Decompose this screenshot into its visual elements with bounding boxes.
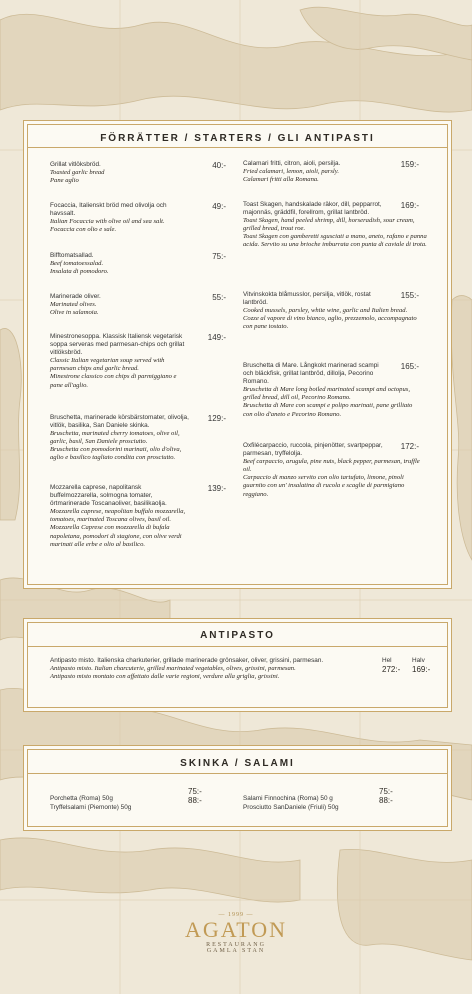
item-english: Marinated olives.: [50, 301, 97, 309]
item-price: 129:-: [207, 414, 226, 423]
halv-price: 169:-: [412, 665, 431, 675]
antipasto-title-rule: [28, 646, 447, 647]
item-english: Toast Skagen, hand peeled shrimp, dill, horseradish, sour cream, grilled bread, trout roe.: [243, 217, 415, 233]
antipasto-panel: [27, 622, 448, 708]
menu-item: [50, 161, 226, 185]
item-price: 169:-: [400, 201, 419, 210]
menu-item: [243, 291, 419, 331]
item-swedish: Vitvinskokta blåmusslor, persilja, vitlök, rostat lantbröd.: [243, 291, 371, 307]
starters-left-column: [50, 125, 226, 584]
item-english: Cooked mussels, parsley, white wine, garlic and Italien bread.: [243, 307, 408, 315]
item-price: 165:-: [400, 362, 419, 371]
item-italian: Pane aglio: [50, 177, 79, 185]
item-price: 40:-: [212, 161, 226, 170]
list-item: [243, 796, 433, 811]
hel-price: 272:-: [382, 665, 401, 675]
item-english: Toasted garlic bread: [50, 169, 105, 177]
item-italian: Carpaccio di manzo servito con olio tartufato, limone, pinoli guarnito con un' insalatina di rucola e scaglie di parmigiano reggiano.: [243, 474, 405, 498]
item-price: 155:-: [400, 291, 419, 300]
menu-item: [243, 160, 419, 184]
item-english: Italian Focaccia with olive oil and sea salt.: [50, 218, 165, 226]
logo-subtitle-2: GAMLA STAN: [206, 948, 266, 954]
item-swedish: Toast Skagen, handskalade räkor, dill, pepparrot, majonnäs, gräddfil, forellrom, grillat lantbröd.: [243, 201, 382, 217]
item-english: Bruschetta, marinated cherry tomatoes, olive oil, garlic, basil, San Daniele prosciutto.: [50, 430, 180, 446]
item-italian: Calamari fritti alla Romana.: [243, 176, 319, 184]
menu-item: [50, 202, 226, 234]
antipasto-title: ANTIPASTO: [200, 630, 275, 641]
item-price: 159:-: [400, 160, 419, 169]
logo-subtitle-1: RESTAURANG: [206, 942, 266, 948]
item-swedish: Focaccia, Italienskt bröd med olivolja och havssalt.: [50, 202, 167, 218]
menu-item: [50, 293, 226, 317]
item-italian: Cozze al vapore di vino bianco, aglio, prezzemolo, accompagnato con pane tostato.: [243, 315, 417, 331]
logo-year: — 1999 —: [218, 912, 254, 918]
menu-item: [50, 252, 226, 276]
item-swedish: Mozzarella caprese, napolitansk buffelmozzarella, solmogna tomater, örtmarinerade Toscanaoliver, basilikaolja.: [50, 484, 167, 508]
item-swedish: Antipasto misto. Italienska charkuterier, grillade marinerade grönsaker, oliver, grissini, parmesan.: [50, 657, 324, 664]
item-price: 75:-: [188, 787, 202, 796]
item-swedish: Oxfilécarpaccio, ruccola, pinjenötter, svartpeppar, parmesan, tryffelolja.: [243, 442, 383, 458]
antipasto-description: [50, 657, 370, 681]
item-italian: Focaccia con olio e sale.: [50, 226, 117, 234]
antipasto-hel: [382, 657, 400, 674]
item-price: 88:-: [379, 796, 393, 805]
item-english: Beef tomatoessalad.: [50, 260, 104, 268]
item-price: 172:-: [400, 442, 419, 451]
menu-item: [243, 201, 427, 250]
item-english: Antipasto misto. Italian charcuterie, grilled marinated vegetables, olives, grissini, parmesan.: [50, 665, 296, 673]
menu-item: [243, 442, 419, 499]
item-english: Fried calamari, lemon, aioli, parsly.: [243, 168, 339, 176]
item-swedish: Minestronesoppa. Klassisk Italiensk vegetarisk soppa serveras med parmesan-chips och grillat vitlöksbröd.: [50, 333, 185, 357]
menu-item: [50, 414, 226, 463]
item-price: 88:-: [188, 796, 202, 805]
logo-name: AGATON: [184, 917, 288, 942]
item-italian: Minestrone classico con chips di parmiggiano e pane all'aglio.: [50, 373, 177, 389]
item-swedish: Bifftomatsallad.: [50, 252, 94, 259]
item-italian: Olive in salamoia.: [50, 309, 99, 317]
item-name: Porchetta (Roma) 50g: [50, 795, 113, 802]
item-italian: Toast Skagen con gamberetti sgusciati a mano, aneto, rafano e panna acida. Servito su una brioche imburrata con punta di caviale di trota.: [243, 233, 427, 249]
item-italian: Bruschetta con pomodorini marinati, olio d'oliva, aglio e basilico tagliato condita con prosciutto.: [50, 446, 182, 462]
item-italian: Antipasto misto montato con affettato dalle varie regioni, verdure alla griglia, grissini.: [50, 673, 280, 681]
item-name: Prosciutto SanDaniele (Friuli) 50g: [243, 804, 339, 811]
skinka-left-list: [50, 787, 226, 811]
starters-panel: [27, 124, 448, 585]
menu-item: [50, 484, 226, 549]
skinka-salami-panel: [27, 749, 448, 827]
item-english: Beef carpaccio, arugula, pine nuts, black pepper, parmesan, truffle oil.: [243, 458, 420, 474]
item-swedish: Grillat vitlöksbröd.: [50, 161, 101, 168]
item-italian: Insalata di pomodoro.: [50, 268, 109, 276]
item-price: 75:-: [379, 787, 393, 796]
item-name: Salami Finnochina (Roma) 50 g: [243, 795, 333, 802]
item-italian: Mozzarella Caprese con mozzarella di bufala napoletana, pomodori di stagione, con olive verdi marinati alle erbe e olio al basilico.: [50, 524, 182, 548]
list-item: [50, 796, 226, 811]
item-swedish: Calamari fritti, citron, aioli, persilja.: [243, 160, 341, 167]
item-english: Bruschetta di Mare long boiled marinated scampi and octopus, grilled bread, dill oil, Pecorino Romano.: [243, 386, 410, 402]
starters-right-column: [243, 125, 427, 584]
skinka-right-list: [243, 787, 433, 811]
item-price: 139:-: [207, 484, 226, 493]
agaton-logo: [0, 912, 472, 954]
item-price: 55:-: [212, 293, 226, 302]
item-name: Tryffelsalami (Piemonte) 50g: [50, 804, 132, 811]
item-english: Classic Italian vegetarian soup served with parmesan chips and garlic bread.: [50, 357, 165, 373]
item-price: 75:-: [212, 252, 226, 261]
item-italian: Bruschetta di Mare con scampi e polipo marinati, pane grilliato con olio d'aneto e Pecorino Romano.: [243, 402, 413, 418]
antipasto-halv: [412, 657, 430, 674]
item-swedish: Bruschetta di Mare. Långkokt marinerad scampi och bläckfisk, grillat lantbröd, dillolja, Pecorino Romano.: [243, 362, 379, 386]
menu-item: [50, 333, 226, 390]
item-swedish: Marinerade oliver.: [50, 293, 101, 300]
menu-item: [243, 362, 419, 419]
hel-label: Hel: [382, 657, 392, 664]
skinka-salami-title-rule: [28, 773, 447, 774]
starters-title: FÖRRÄTTER / STARTERS / GLI ANTIPASTI: [100, 133, 375, 144]
skinka-salami-title: SKINKA / SALAMI: [180, 758, 295, 769]
halv-label: Halv: [412, 657, 425, 664]
item-price: 49:-: [212, 202, 226, 211]
item-swedish: Bruschetta, marinerade körsbärstomater, olivolja, vitlök, basilika, San Daniele skinka.: [50, 414, 189, 430]
item-price: 149:-: [207, 333, 226, 342]
item-english: Mozzarella caprese, neapolitan buffalo mozzarella, tomatoes, marinated Toscana olives, basil oil.: [50, 508, 186, 524]
